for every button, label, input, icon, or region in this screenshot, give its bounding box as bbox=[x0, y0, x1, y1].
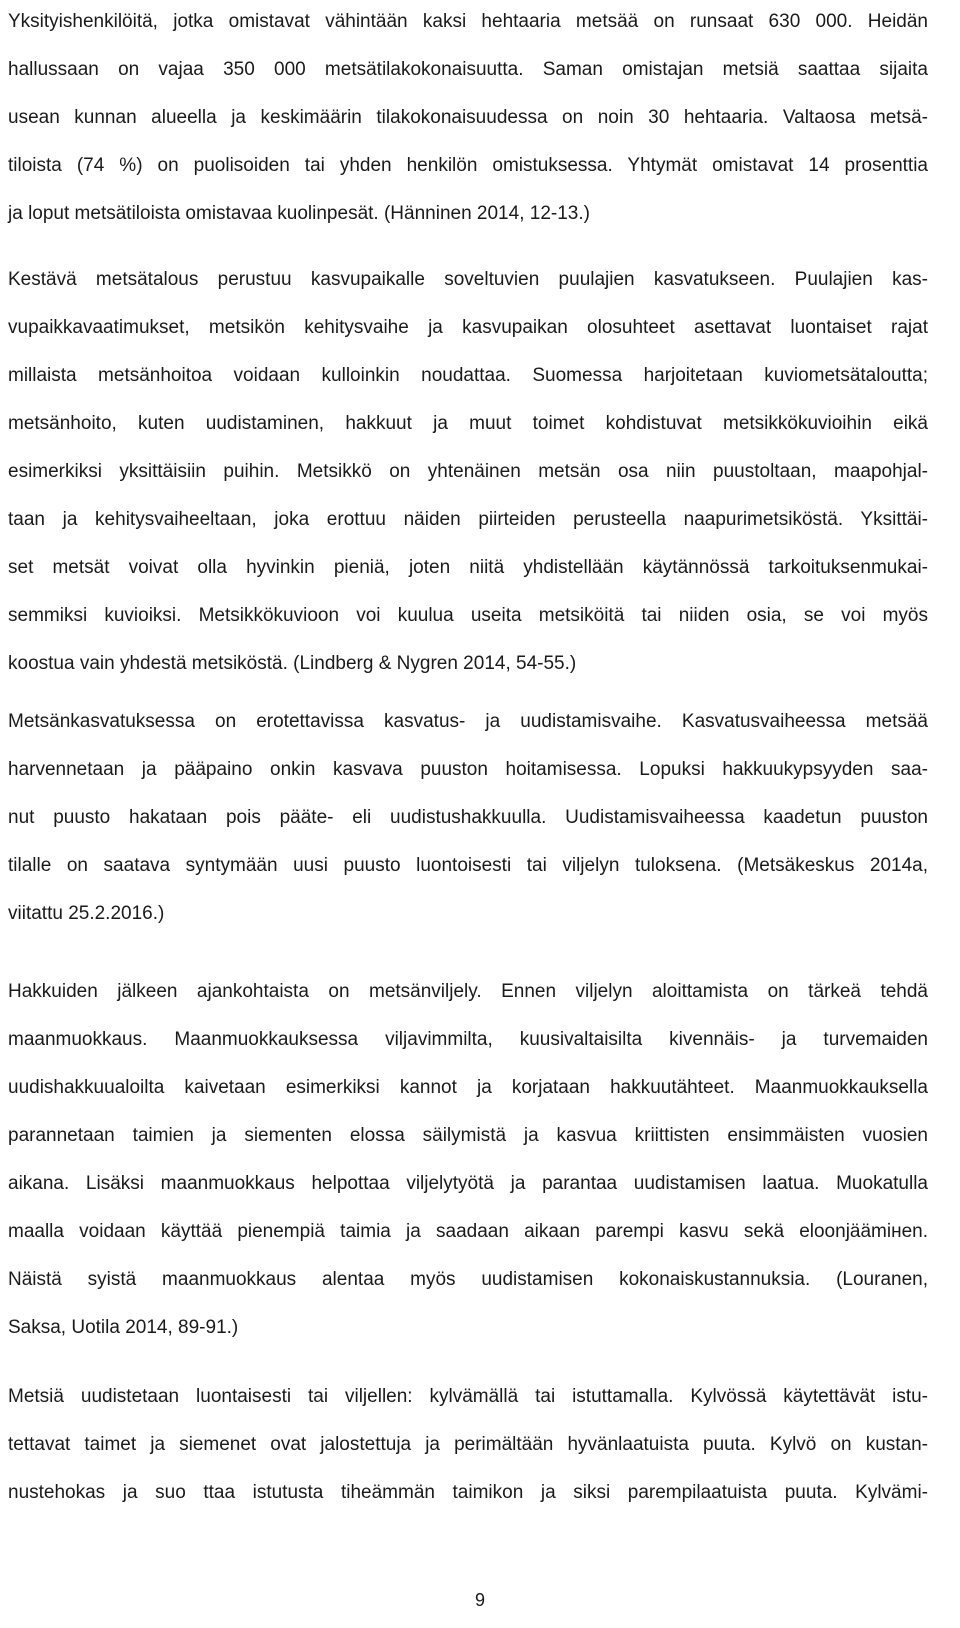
paragraph bbox=[8, 258, 928, 690]
text-line: Metsiä uudistetaan luontaisesti tai viljellen: kylvämällä tai istuttamalla. Kylvössä käytettävät istu- bbox=[8, 1386, 928, 1407]
text-line: aikana. Lisäksi maanmuokkaus helpottaa viljelytyötä ja parantaa uudistamisen laatua. Muokatulla bbox=[8, 1173, 928, 1194]
paragraph bbox=[8, 970, 928, 1354]
text-line: set metsät voivat olla hyvinkin pieniä, joten niitä yhdistellään käytännössä tarkoituksenmukai- bbox=[8, 557, 928, 578]
text-line: ja loput metsätiloista omistavaa kuolinpesät. (Hänninen 2014, 12-13.) bbox=[8, 203, 590, 224]
text-line: tettavat taimet ja siemenet ovat jalostettuja ja perimältään hyvänlaatuista puuta. Kylvö on kustan- bbox=[8, 1434, 928, 1455]
text-line: Näistä syistä maanmuokkaus alentaa myös uudistamisen kokonaiskustannuksia. (Louranen, bbox=[8, 1269, 928, 1290]
text-line: maanmuokkaus. Maanmuokkauksessa viljavimmilta, kuusivaltaisilta kivennäis- ja turvemaiden bbox=[8, 1029, 928, 1050]
text-line: semmiksi kuvioiksi. Metsikkökuvioon voi kuulua useita metsiköitä tai niiden osia, se voi myös bbox=[8, 605, 928, 626]
text-line: millaista metsänhoitoa voidaan kulloinkin noudattaa. Suomessa harjoitetaan kuviometsätaloutta; bbox=[8, 365, 928, 386]
page-number: 9 bbox=[474, 1590, 485, 1610]
text-line: usean kunnan alueella ja keskimäärin tilakokonaisuudessa on noin 30 hehtaaria. Valtaosa metsä- bbox=[8, 107, 928, 128]
text-line: maalla voidaan käyttää pienempiä taimia ja saadaan aikaan parempi kasvu sekä eloonjäämінen. bbox=[8, 1221, 928, 1242]
text-line: koostua vain yhdestä metsiköstä. (Lindberg & Nygren 2014, 54-55.) bbox=[8, 653, 577, 674]
text-line: viitattu 25.2.2016.) bbox=[8, 903, 165, 924]
text-line: nustehokas ja suo ttaa istutusta tiheämmän taimikon ja siksi parempilaatuista puuta. Kylvämi- bbox=[8, 1482, 928, 1503]
text-line: nut puusto hakataan pois pääte- eli uudistushakkuulla. Uudistamisvaiheessa kaadetun puuston bbox=[8, 807, 928, 828]
text-line: metsänhoito, kuten uudistaminen, hakkuut ja muut toimet kohdistuvat metsikkökuvioihin eikä bbox=[8, 413, 928, 434]
text-line: Kestävä metsätalous perustuu kasvupaikalle soveltuvien puulajien kasvatukseen. Puulajien kas- bbox=[8, 269, 928, 290]
text-line: tilalle on saatava syntymään uusi puusto luontoisesti tai viljelyn tuloksena. (Metsäkeskus 2014a, bbox=[8, 855, 928, 876]
text-line: tiloista (74 %) on puolisoiden tai yhden henkilön omistuksessa. Yhtymät omistavat 14 prosenttia bbox=[8, 155, 928, 176]
text-line: parannetaan taimien ja siementen elossa säilymistä ja kasvua kriittisten ensimmäisten vuosien bbox=[8, 1125, 928, 1146]
paragraph bbox=[8, 0, 928, 240]
text-line: Hakkuiden jälkeen ajankohtaista on metsänviljely. Ennen viljelyn aloittamista on tärkeä tehdä bbox=[8, 981, 928, 1002]
paragraph bbox=[8, 700, 928, 940]
text-line: harvennetaan ja pääpaino onkin kasvava puuston hoitamisessa. Lopuksi hakkuukypsyyden saa- bbox=[8, 759, 928, 780]
text-line: vupaikkavaatimukset, metsikön kehitysvaihe ja kasvupaikan olosuhteet asettavat luontaiset rajat bbox=[8, 317, 928, 338]
text-line: hallussaan on vajaa 350 000 metsätilakokonaisuutta. Saman omistajan metsiä saattaa sijaita bbox=[8, 59, 928, 80]
text-line: Yksityishenkilöitä, jotka omistavat vähintään kaksi hehtaaria metsää on runsaat 630 000. Heidän bbox=[8, 11, 928, 32]
text-line: esimerkiksi yksittäisiin puihin. Metsikkö on yhtenäinen metsän osa niin puustoltaan, maapohjal- bbox=[8, 461, 928, 482]
text-line: taan ja kehitysvaiheeltaan, joka erottuu näiden piirteiden perusteella naapurimetsiköstä. Yksittäi- bbox=[8, 509, 928, 530]
text-line: Metsänkasvatuksessa on erotettavissa kasvatus- ja uudistamisvaihe. Kasvatusvaiheessa metsää bbox=[8, 711, 928, 732]
paragraph bbox=[8, 1375, 928, 1519]
text-line: uudishakkuualoilta kaivetaan esimerkiksi kannot ja korjataan hakkuutähteet. Maanmuokkauksella bbox=[8, 1077, 928, 1098]
text-line: Saksa, Uotila 2014, 89-91.) bbox=[8, 1317, 239, 1338]
